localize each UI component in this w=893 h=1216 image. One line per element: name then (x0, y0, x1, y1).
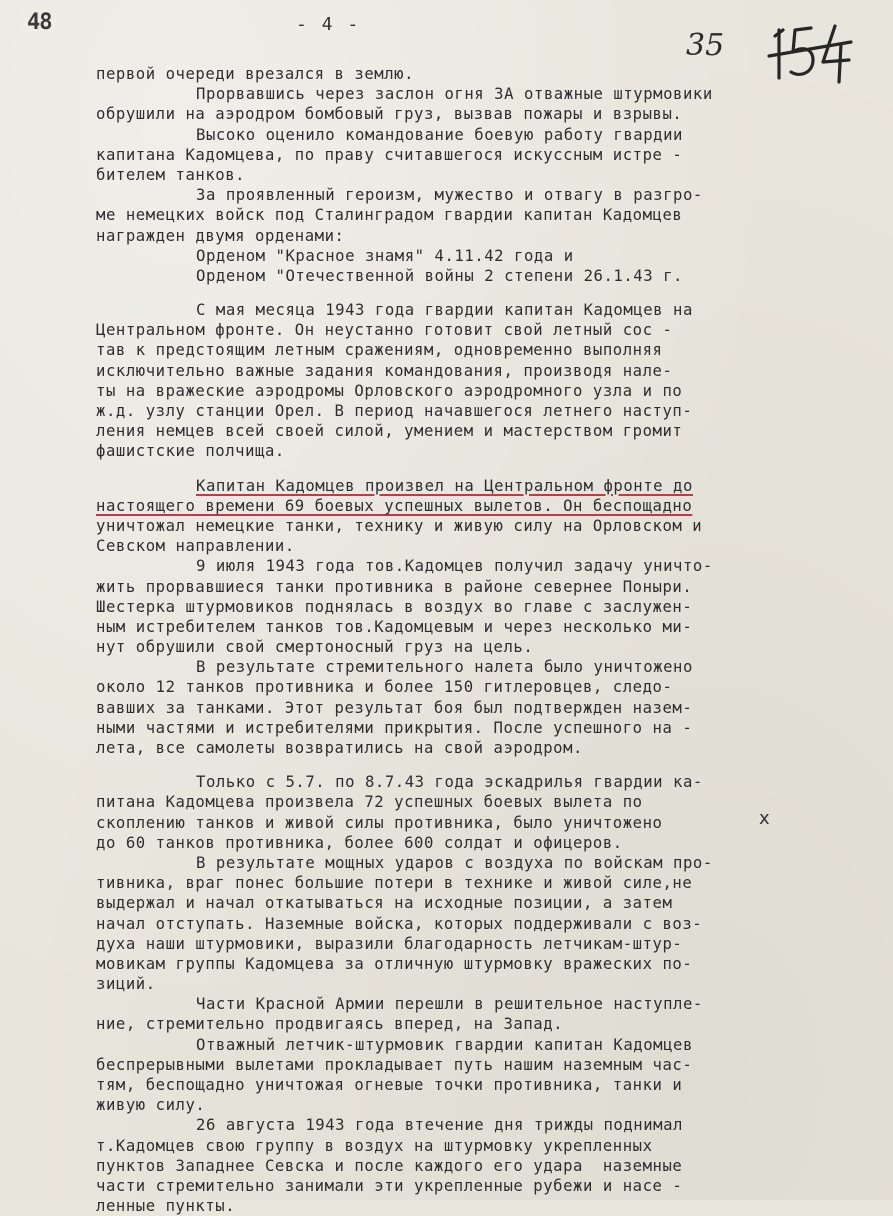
text-line: духа наши штурмовики, выразили благодарность летчикам-штур- (96, 934, 683, 953)
text-line: Только с 5.7. по 8.7.43 года эскадрилья гвардии ка- (196, 773, 703, 792)
text-line: беспрерывными вылетами прокладывает путь нашим наземным час- (96, 1055, 693, 1074)
text-line: Прорвавшись через заслон огня ЗА отважные штурмовики (196, 85, 713, 104)
text-line: скоплению танков и живой силы противника, было уничтожено (96, 813, 663, 832)
text-line: обрушили на аэродром бомбовый груз, вызвав пожары и взрывы. (96, 105, 683, 124)
text-line: ления немцев всей своей силой, умением и мастерством громит (96, 422, 683, 441)
text-line: выдержал и начал откатываться на исходные позиции, а затем (96, 894, 673, 913)
text-line: первой очереди врезался в землю. (96, 65, 415, 83)
text-line: бителем танков. (96, 165, 246, 184)
text-line: ние, стремительно продвигаясь вперед, на Запад. (96, 1015, 564, 1034)
text-line: ж.д. узлу станции Орел. В период начавшегося летнего наступ- (96, 402, 693, 420)
text-line: живую силу. (96, 1096, 206, 1115)
text-line: тав к предстоящим летным сражениям, одновременно выполняя (96, 341, 663, 360)
text-line: За проявленный героизм, мужество и отвагу в разгро- (196, 186, 703, 205)
text-line: Шестерка штурмовиков поднялась в воздух во главе с заслужен- (96, 597, 693, 616)
archive-handwritten-number: 35 (686, 28, 725, 63)
text-line: ленные пункты. (96, 1197, 236, 1216)
text-line: зиций. (96, 975, 156, 994)
text-line: вавших за танками. Этот результат боя был подтвержден назем- (96, 698, 693, 717)
text-line: фашистские полчища. (96, 442, 285, 461)
text-line: около 12 танков противника и более 150 гитлеровцев, следо- (96, 678, 673, 697)
corner-page-number: 48 (27, 10, 52, 35)
text-line: начал отступать. Наземные войска, которых поддерживали с воз- (96, 914, 703, 933)
text-line: ты на вражеские аэродромы Орловского аэродромного узла и по (96, 381, 683, 400)
text-line: т.Кадомцев свою группу в воздух на штурмовку укрепленных (96, 1136, 653, 1155)
text-line: настоящего времени 69 боевых успешных вылетов. Он беспощадно (96, 496, 693, 515)
text-line: ме немецких войск под Сталинградом гвардии капитан Кадомцев (96, 206, 683, 225)
text-line: лета, все самолеты возвратились на свой аэродром. (96, 739, 583, 757)
paragraph-gap (96, 286, 876, 300)
text-line: В результате стремительного налета было уничтожено (196, 658, 693, 677)
text-line: уничтожал немецкие танки, технику и живую силу на Орловском и (96, 516, 703, 535)
text-line: пунктов Западнее Севска и после каждого его удара наземные (96, 1156, 683, 1175)
text-line: Части Красной Армии перешли в решительное наступле- (196, 995, 703, 1014)
text-line: Орденом "Красное знамя" 4.11.42 года и (196, 246, 574, 265)
text-line: Орденом "Отечественной войны 2 степени 26.1.43 г. (196, 266, 683, 285)
text-line: Высоко оценило командование боевую работу гвардии (196, 125, 683, 144)
paragraph-gap (96, 462, 876, 476)
text-line: Отважный летчик-штурмовик гвардии капитан Кадомцев (196, 1035, 693, 1054)
text-line: 26 августа 1943 года втечение дня трижды поднимал (196, 1116, 683, 1135)
paragraph-gap (96, 758, 876, 772)
text-line: мовикам группы Кадомцева за отличную штурмовку вражеских по- (96, 954, 693, 973)
text-line: Севском направлении. (96, 537, 295, 556)
text-line: тивника, враг понес большие потери в технике и живой силе,не (96, 874, 693, 893)
handwritten-tick-mark: x (759, 808, 770, 829)
text-line: ными частями и истребителями прикрытия. После успешного на - (96, 718, 693, 737)
text-line: питана Кадомцева произвела 72 успешных боевых вылета по (96, 793, 643, 812)
text-line: тям, беспощадно уничтожая огневые точки противника, танки и (96, 1076, 683, 1094)
text-line: ным истребителем танков тов.Кадомцевым и через несколько ми- (96, 617, 693, 636)
text-line: С мая месяца 1943 года гвардии капитан Кадомцев на (196, 301, 693, 320)
text-line: жить прорвавшиеся танки противника в районе севернее Поныри. (96, 577, 693, 596)
text-line: нут обрушили свой смертоносный груз на цель. (96, 638, 534, 657)
text-line: В результате мощных ударов с воздуха по войскам про- (196, 853, 713, 872)
text-line: до 60 танков противника, более 600 солдат и офицеров. (96, 833, 623, 852)
text-line: награжден двумя орденами: (96, 226, 345, 245)
text-line: Центральном фронте. Он неустанно готовит свой летный сос - (96, 321, 673, 340)
document-body (96, 64, 876, 1216)
text-line: Капитан Кадомцев произвел на Центральном фронте до (196, 476, 693, 495)
text-line: исключительно важные задания командования, производя нале- (96, 361, 673, 380)
page-number: - 4 - (296, 14, 361, 35)
text-line: части стремительно занимали эти укрепленные рубежи и насе - (96, 1176, 683, 1195)
text-line: капитана Кадомцева, по праву считавшегося искуссным истре - (96, 145, 683, 164)
text-line: 9 июля 1943 года тов.Кадомцев получил задачу уничто- (196, 557, 713, 576)
